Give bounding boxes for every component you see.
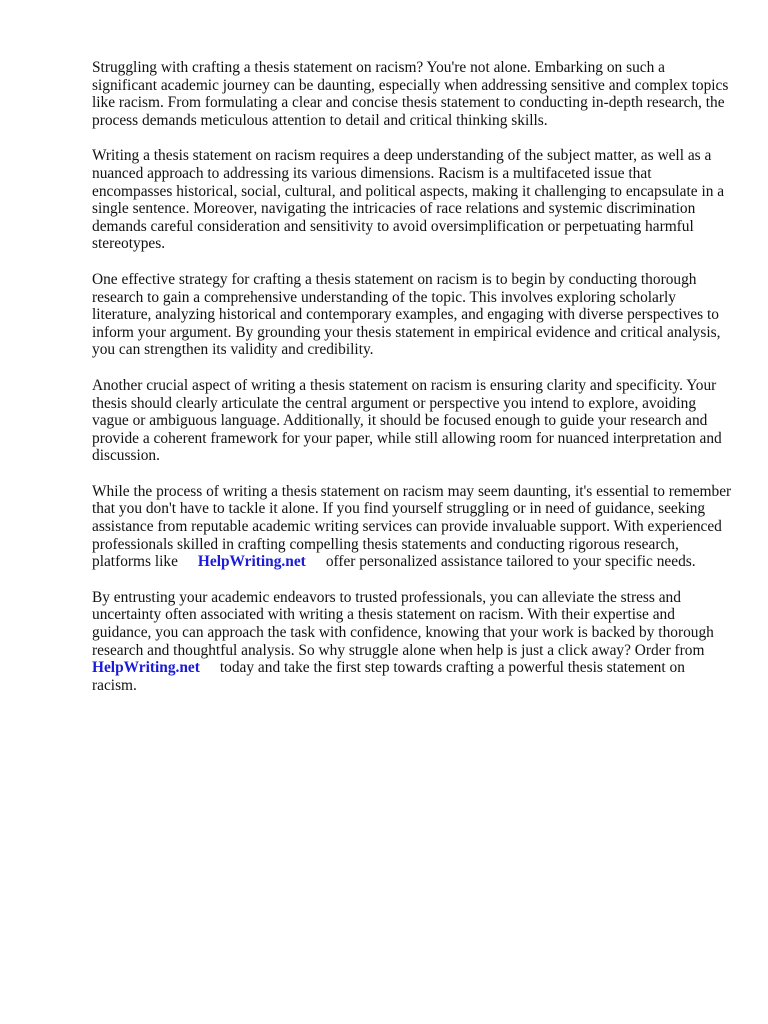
document-body [92, 59, 732, 712]
paragraph-2: Writing a thesis statement on racism requires a deep understanding of the subject matter, as well as a nuanced approach to addressing its various dimensions. Racism is a multifaceted issue that encompasses historical, social, cultural, and political aspects, making it challenging to encapsulate in a single sentence. Moreover, navigating the intricacies of race relations and systemic discrimination demands careful consideration and sensitivity to avoid oversimplification or perpetuating harmful stereotypes. [92, 147, 725, 253]
helpwriting-link[interactable]: HelpWriting.net [197, 553, 306, 571]
paragraph-4: Another crucial aspect of writing a thesis statement on racism is ensuring clarity and specificity. Your thesis should clearly articulate the central argument or perspective you intend to explore, avoiding vague or ambiguous language. Additionally, it should be focused enough to guide your research and provide a coherent framework for your paper, while still allowing room for nuanced interpretation and discussion. [92, 376, 722, 465]
paragraph-6-text-before: By entrusting your academic endeavors to trusted professionals, you can alleviate the stress and uncertainty often associated with writing a thesis statement on racism. With their expertise and guidance, you can approach the task with confidence, knowing that your work is backed by thorough research and thoughtful analysis. So why struggle alone when help is just a click away? Order from [92, 588, 714, 659]
paragraph-6-text-after: today and take the first step towards crafting a powerful thesis statement on racism. [92, 659, 685, 694]
paragraph-5-text-after: offer personalized assistance tailored to your specific needs. [325, 553, 696, 571]
paragraph-1: Struggling with crafting a thesis statement on racism? You're not alone. Embarking on such a significant academic journey can be daunting, especially when addressing sensitive and complex topics like racism. From formulating a clear and concise thesis statement to conducting in-depth research, the process demands meticulous attention to detail and critical thinking skills. [92, 59, 729, 129]
helpwriting-link[interactable]: HelpWriting.net [92, 659, 200, 677]
paragraph-3: One effective strategy for crafting a thesis statement on racism is to begin by conducting thorough research to gain a comprehensive understanding of the topic. This involves exploring scholarly literature, analyzing historical and contemporary examples, and engaging with diverse perspectives to inform your argument. By grounding your thesis statement in empirical evidence and critical analysis, you can strengthen its validity and credibility. [92, 270, 721, 359]
paragraph-5-text-before: While the process of writing a thesis statement on racism may seem daunting, it's essential to remember that you don't have to tackle it alone. If you find yourself struggling or in need of guidance, seeking assistance from reputable academic writing services can provide invaluable support. With experienced professionals skilled in crafting compelling thesis statements and conducting rigorous research, platforms like [92, 482, 732, 571]
paragraph-5 [92, 483, 732, 571]
paragraph-6 [92, 589, 732, 695]
